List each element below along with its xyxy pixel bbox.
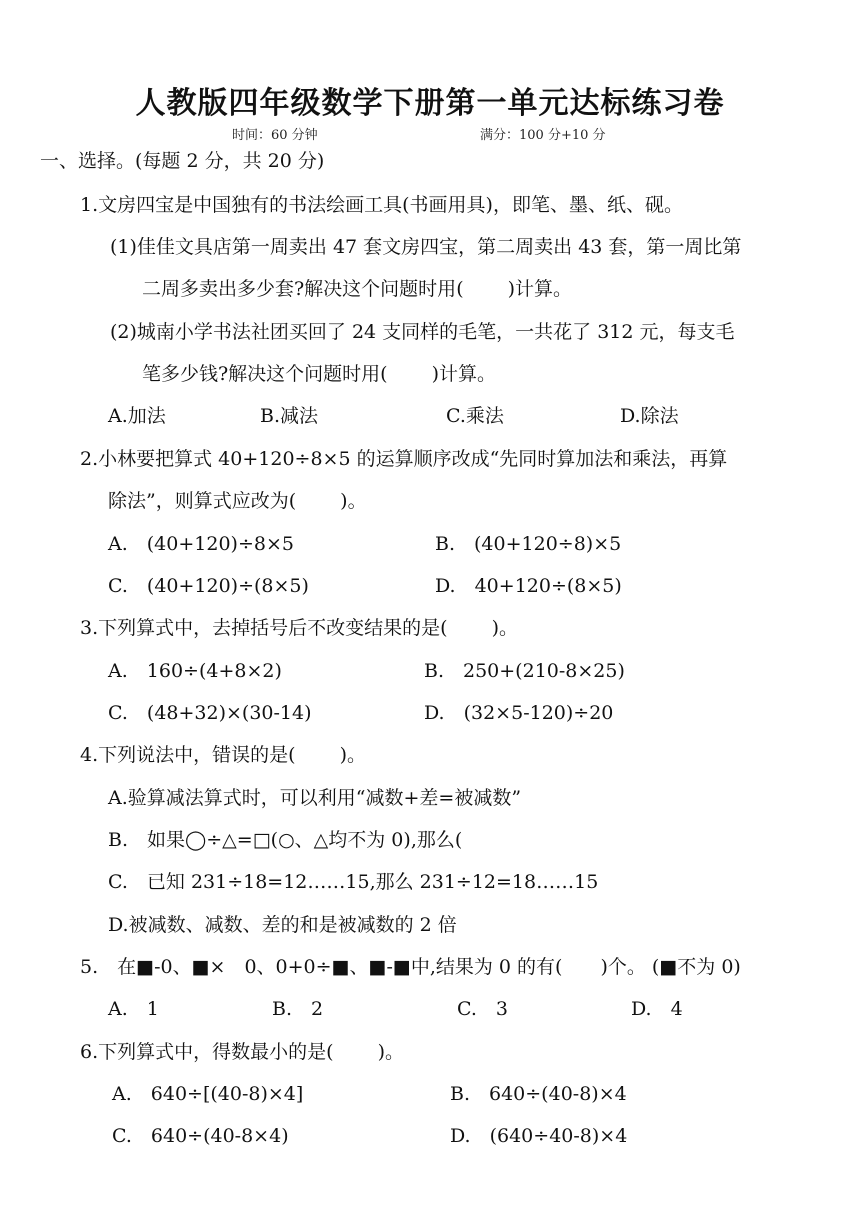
question-1-option-c: C.乘法 (446, 405, 504, 427)
question-5-option-d: D. 4 (631, 998, 683, 1020)
question-2-option-c: C. (40+120)÷(8×5) (108, 575, 309, 597)
question-5-option-a: A. 1 (108, 998, 159, 1020)
question-1-sub2-line1: (2)城南小学书法社团买回了 24 支同样的毛笔，一共花了 312 元，每支毛 (110, 321, 735, 343)
question-2-option-b: B. (40+120÷8)×5 (435, 533, 622, 555)
question-4-option-b: B. 如果◯÷△=□(○、△均不为 0),那么( (108, 829, 463, 851)
question-5-option-c: C. 3 (457, 998, 508, 1020)
question-6-stem: 6.下列算式中，得数最小的是( )。 (80, 1041, 404, 1063)
question-6-option-a: A. 640÷[(40-8)×4] (112, 1083, 304, 1105)
question-1-option-d: D.除法 (620, 405, 679, 427)
question-5-stem: 5. 在■-0、■× 0、0+0÷■、■-■中,结果为 0 的有( )个。 (■不为 0) (80, 956, 741, 978)
question-1-sub1-line2: 二周多卖出多少套?解决这个问题时用( )计算。 (142, 278, 573, 300)
question-2-stem-line1: 2.小林要把算式 40+120÷8×5 的运算顺序改成“先同时算加法和乘法，再算 (80, 448, 728, 470)
question-1-sub2-line2: 笔多少钱?解决这个问题时用( )计算。 (142, 363, 497, 385)
question-6-option-d: D. (640÷40-8)×4 (450, 1125, 628, 1147)
question-6-option-c: C. 640÷(40-8×4) (112, 1125, 289, 1147)
question-3-option-d: D. (32×5-120)÷20 (424, 702, 614, 724)
question-6-option-b: B. 640÷(40-8)×4 (450, 1083, 627, 1105)
question-3-option-a: A. 160÷(4+8×2) (108, 660, 282, 682)
question-5-option-b: B. 2 (272, 998, 324, 1020)
question-3-option-b: B. 250+(210-8×25) (424, 660, 625, 682)
question-1-stem: 1.文房四宝是中国独有的书法绘画工具(书画用具)，即笔、墨、纸、砚。 (80, 194, 683, 216)
exam-time: 时间：60 分钟 (232, 128, 318, 143)
question-4-option-d: D.被减数、减数、差的和是被减数的 2 倍 (108, 914, 457, 936)
question-4-option-a: A.验算减法算式时，可以利用“减数+差=被减数” (108, 787, 522, 809)
question-3-option-c: C. (48+32)×(30-14) (108, 702, 312, 724)
question-2-stem-line2: 除法”，则算式应改为( )。 (108, 490, 367, 512)
question-1-option-a: A.加法 (108, 405, 166, 427)
page-title: 人教版四年级数学下册第一单元达标练习卷 (135, 86, 725, 121)
question-4-stem: 4.下列说法中，错误的是( )。 (80, 744, 366, 766)
exam-score: 满分：100 分+10 分 (480, 128, 606, 143)
question-1-sub1-line1: (1)佳佳文具店第一周卖出 47 套文房四宝，第二周卖出 43 套，第一周比第 (110, 236, 742, 258)
question-2-option-d: D. 40+120÷(8×5) (435, 575, 622, 597)
question-4-option-c: C. 已知 231÷18=12……15,那么 231÷12=18……15 (108, 871, 599, 893)
section-heading: 一、选择。(每题 2 分，共 20 分) (40, 150, 325, 172)
question-2-option-a: A. (40+120)÷8×5 (108, 533, 294, 555)
question-1-option-b: B.减法 (260, 405, 319, 427)
question-3-stem: 3.下列算式中，去掉括号后不改变结果的是( )。 (80, 617, 518, 639)
